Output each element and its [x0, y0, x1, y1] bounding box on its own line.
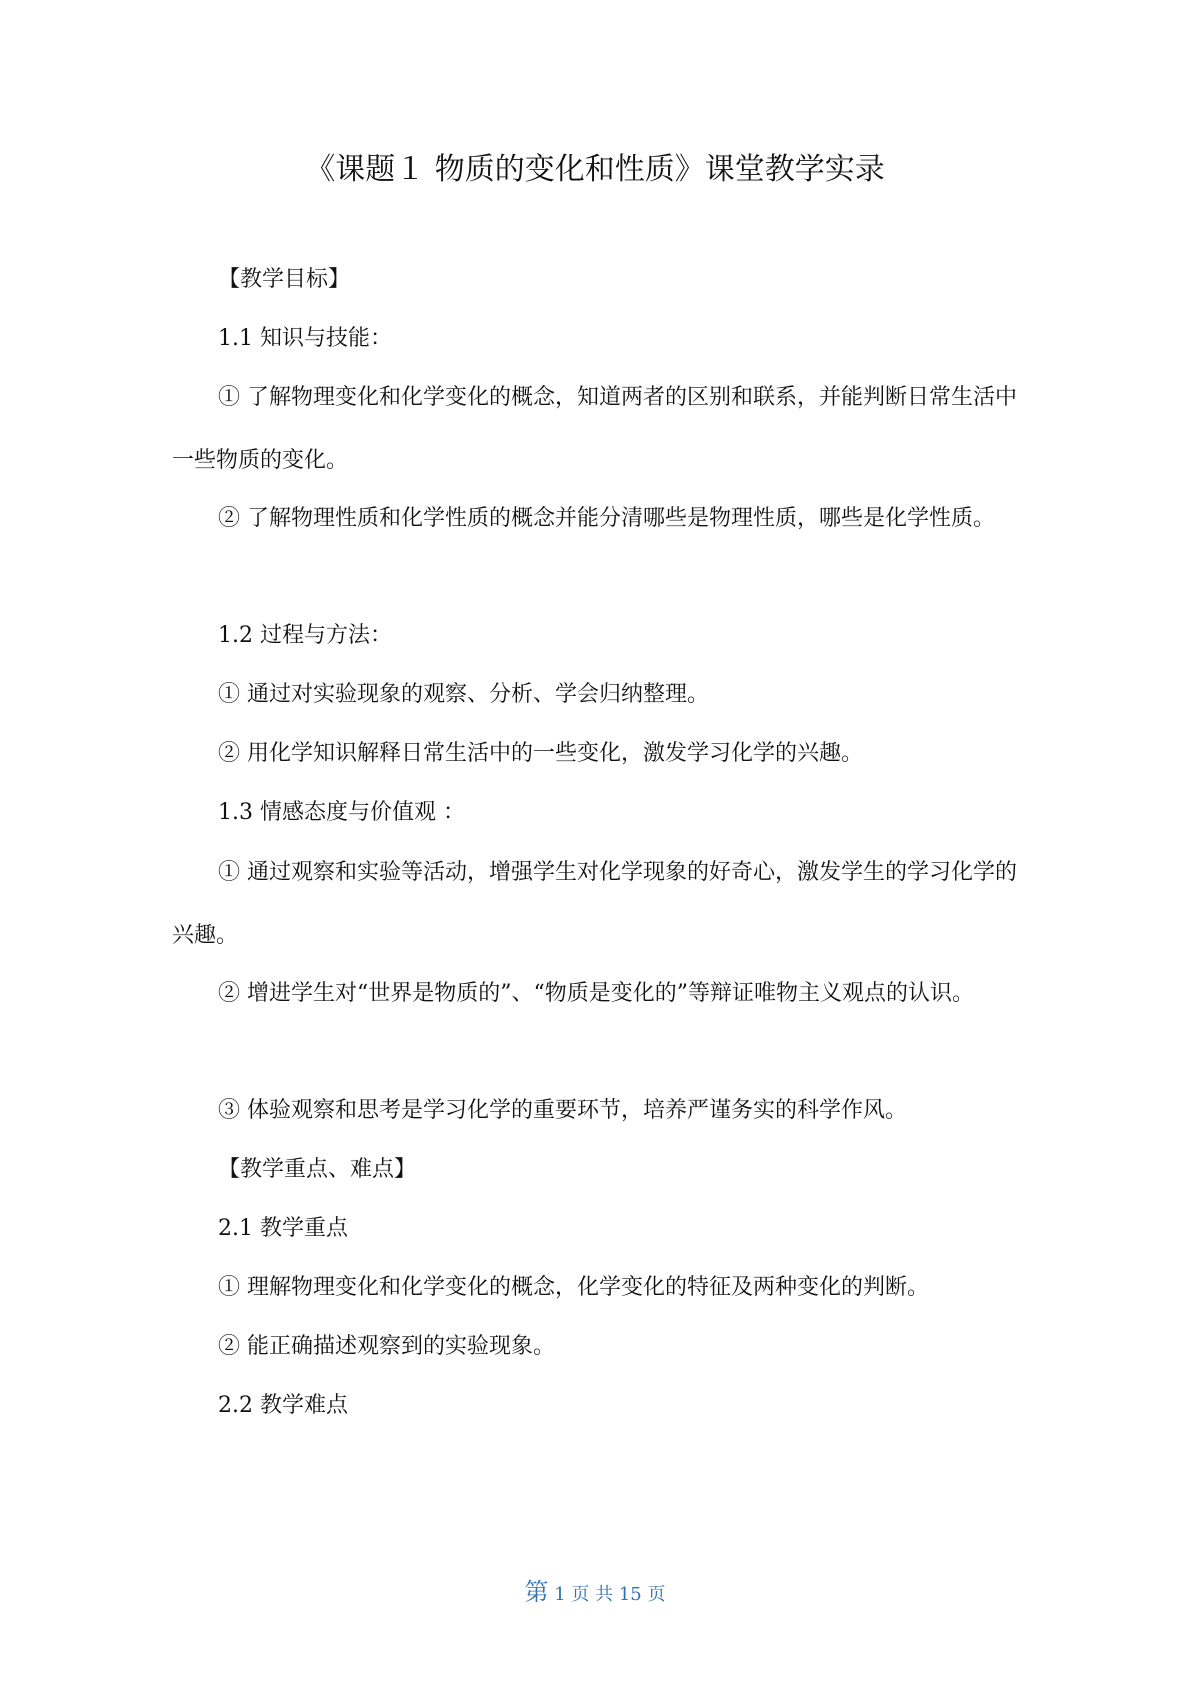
footer-page-number: 1 页 共 15 页	[548, 1584, 666, 1605]
list-item: ① 通过观察和实验等活动，增强学生对化学现象的好奇心，激发学生的学习化学的兴趣。	[172, 860, 1017, 948]
page-footer	[0, 1572, 1190, 1607]
section-heading-key-points: 【教学重点、难点】	[218, 1157, 417, 1182]
list-item: ② 能正确描述观察到的实验现象。	[218, 1334, 555, 1359]
subsection-heading: 2.1 教学重点	[218, 1216, 348, 1241]
subsection-heading: 1.3 情感态度与价值观 ：	[218, 800, 465, 825]
list-item: ② 增进学生对“世界是物质的”、“物质是变化的”等辩证唯物主义观点的认识。	[218, 981, 974, 1006]
subsection-heading: 1.1 知识与技能：	[218, 326, 392, 351]
list-item: ② 用化学知识解释日常生活中的一些变化，激发学习化学的兴趣。	[218, 741, 863, 766]
list-item: ① 理解物理变化和化学变化的概念，化学变化的特征及两种变化的判断。	[218, 1275, 929, 1300]
list-item: ③ 体验观察和思考是学习化学的重要环节，培养严谨务实的科学作风。	[218, 1098, 907, 1123]
list-item: ② 了解物理性质和化学性质的概念并能分清哪些是物理性质，哪些是化学性质。	[218, 506, 995, 531]
footer-first-char: 第	[524, 1578, 549, 1606]
list-item: ① 了解物理变化和化学变化的概念，知道两者的区别和联系，并能判断日常生活中一些物质的变化。	[172, 385, 1017, 473]
section-heading-objectives: 【教学目标】	[218, 267, 351, 292]
subsection-heading: 2.2 教学难点	[218, 1393, 348, 1418]
document-title: 《课题１ 物质的变化和性质》课堂教学实录	[305, 152, 885, 187]
list-item: ① 通过对实验现象的观察、分析、学会归纳整理。	[218, 682, 709, 707]
subsection-heading: 1.2 过程与方法：	[218, 623, 392, 648]
